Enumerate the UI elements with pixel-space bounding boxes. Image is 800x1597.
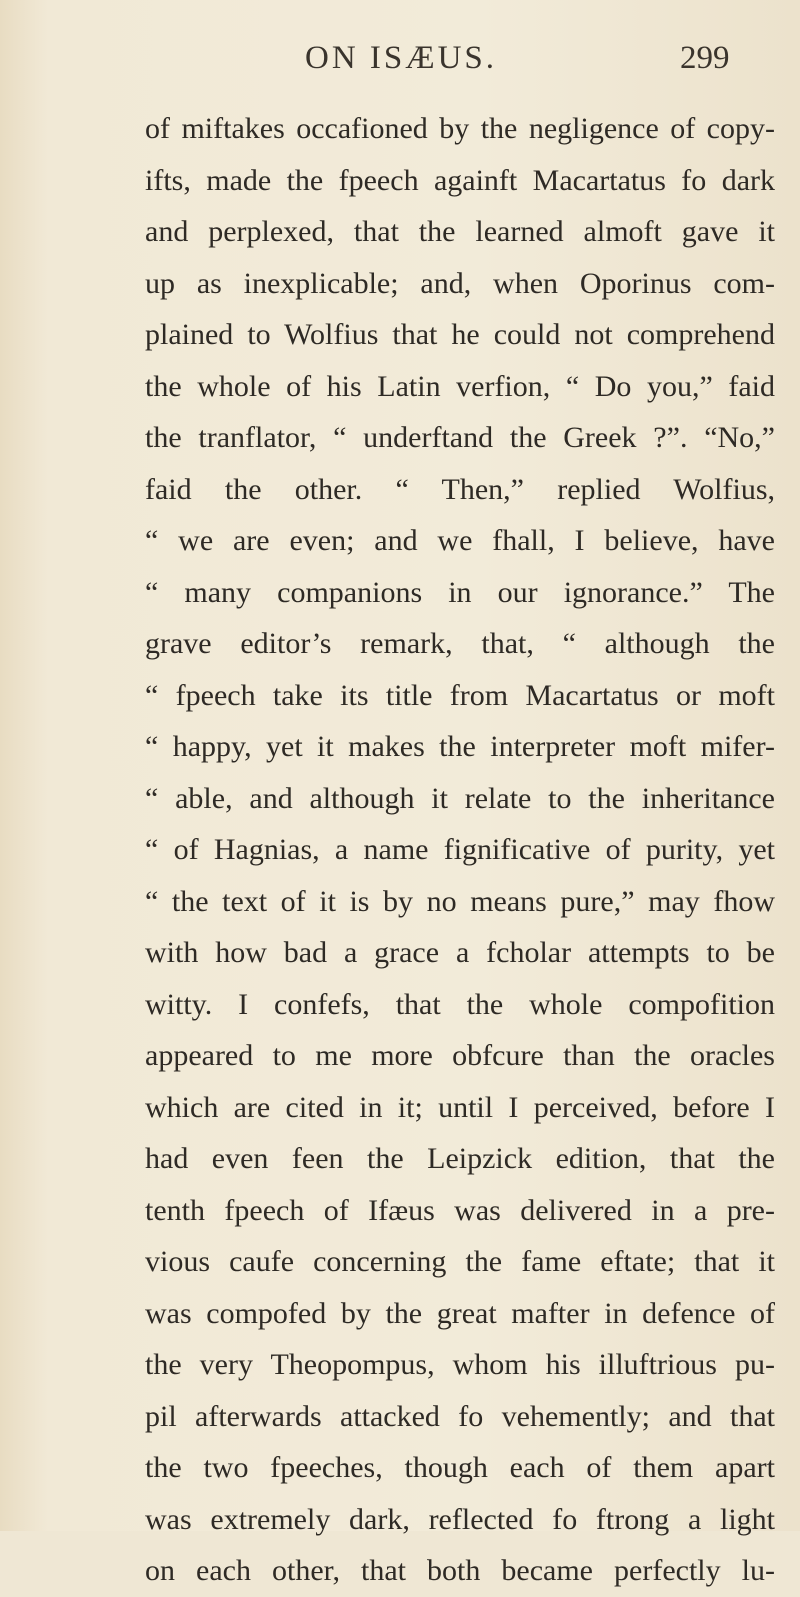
text-line: “ the text of it is by no means pure,” may fhow (145, 884, 775, 918)
text-line: on each other, that both became perfectly lu- (145, 1554, 775, 1587)
text-line: “ happy, yet it makes the interpreter moft mifer- (145, 730, 775, 763)
page-number: 299 (680, 40, 730, 76)
text-line: was compofed by the great mafter in defence of (145, 1296, 775, 1330)
text-line: plained to Wolfius that he could not comprehend (145, 318, 775, 351)
text-line: “ able, and although it relate to the inheritance (145, 781, 775, 815)
text-line: up as inexplicable; and, when Oporinus com- (145, 266, 775, 300)
text-line: grave editor’s remark, that, “ although the (145, 627, 775, 660)
text-line: “ fpeech take its title from Macartatus or moft (145, 678, 775, 712)
text-line: ifts, made the fpeech againft Macartatus fo dark (145, 163, 775, 197)
text-line: which are cited in it; until I perceived, before I (145, 1090, 775, 1124)
text-line: vious caufe concerning the fame eftate; that it (145, 1245, 775, 1278)
text-line: the two fpeeches, though each of them apart (145, 1451, 775, 1484)
text-line: was extremely dark, reflected fo ftrong a light (145, 1502, 775, 1536)
page-header (0, 40, 800, 90)
text-line: “ of Hagnias, a name fignificative of purity, yet (145, 833, 775, 866)
text-line: the very Theopompus, whom his illuftrious pu- (145, 1348, 775, 1381)
text-line: tenth fpeech of Ifæus was delivered in a pre- (145, 1193, 775, 1227)
text-line: witty. I confefs, that the whole compofition (145, 987, 775, 1021)
text-line: of miftakes occafioned by the negligence of copy- (145, 112, 775, 145)
body-text (145, 103, 775, 1597)
text-line: “ we are even; and we fhall, I believe, have (145, 524, 775, 557)
text-line: pil afterwards attacked fo vehemently; and that (145, 1399, 775, 1433)
text-line: the tranflator, “ underftand the Greek ?”. “No,” (145, 421, 775, 454)
text-line: with how bad a grace a fcholar attempts to be (145, 936, 775, 969)
text-line: faid the other. “ Then,” replied Wolfius, (145, 472, 775, 506)
text-line: had even feen the Leipzick edition, that the (145, 1142, 775, 1175)
text-line: “ many companions in our ignorance.” The (145, 575, 775, 609)
text-line: the whole of his Latin verfion, “ Do you,” faid (145, 369, 775, 403)
text-line: and perplexed, that the learned almoft gave it (145, 215, 775, 248)
running-title: ON ISÆUS. (305, 40, 498, 76)
text-line: appeared to me more obfcure than the oracles (145, 1039, 775, 1072)
